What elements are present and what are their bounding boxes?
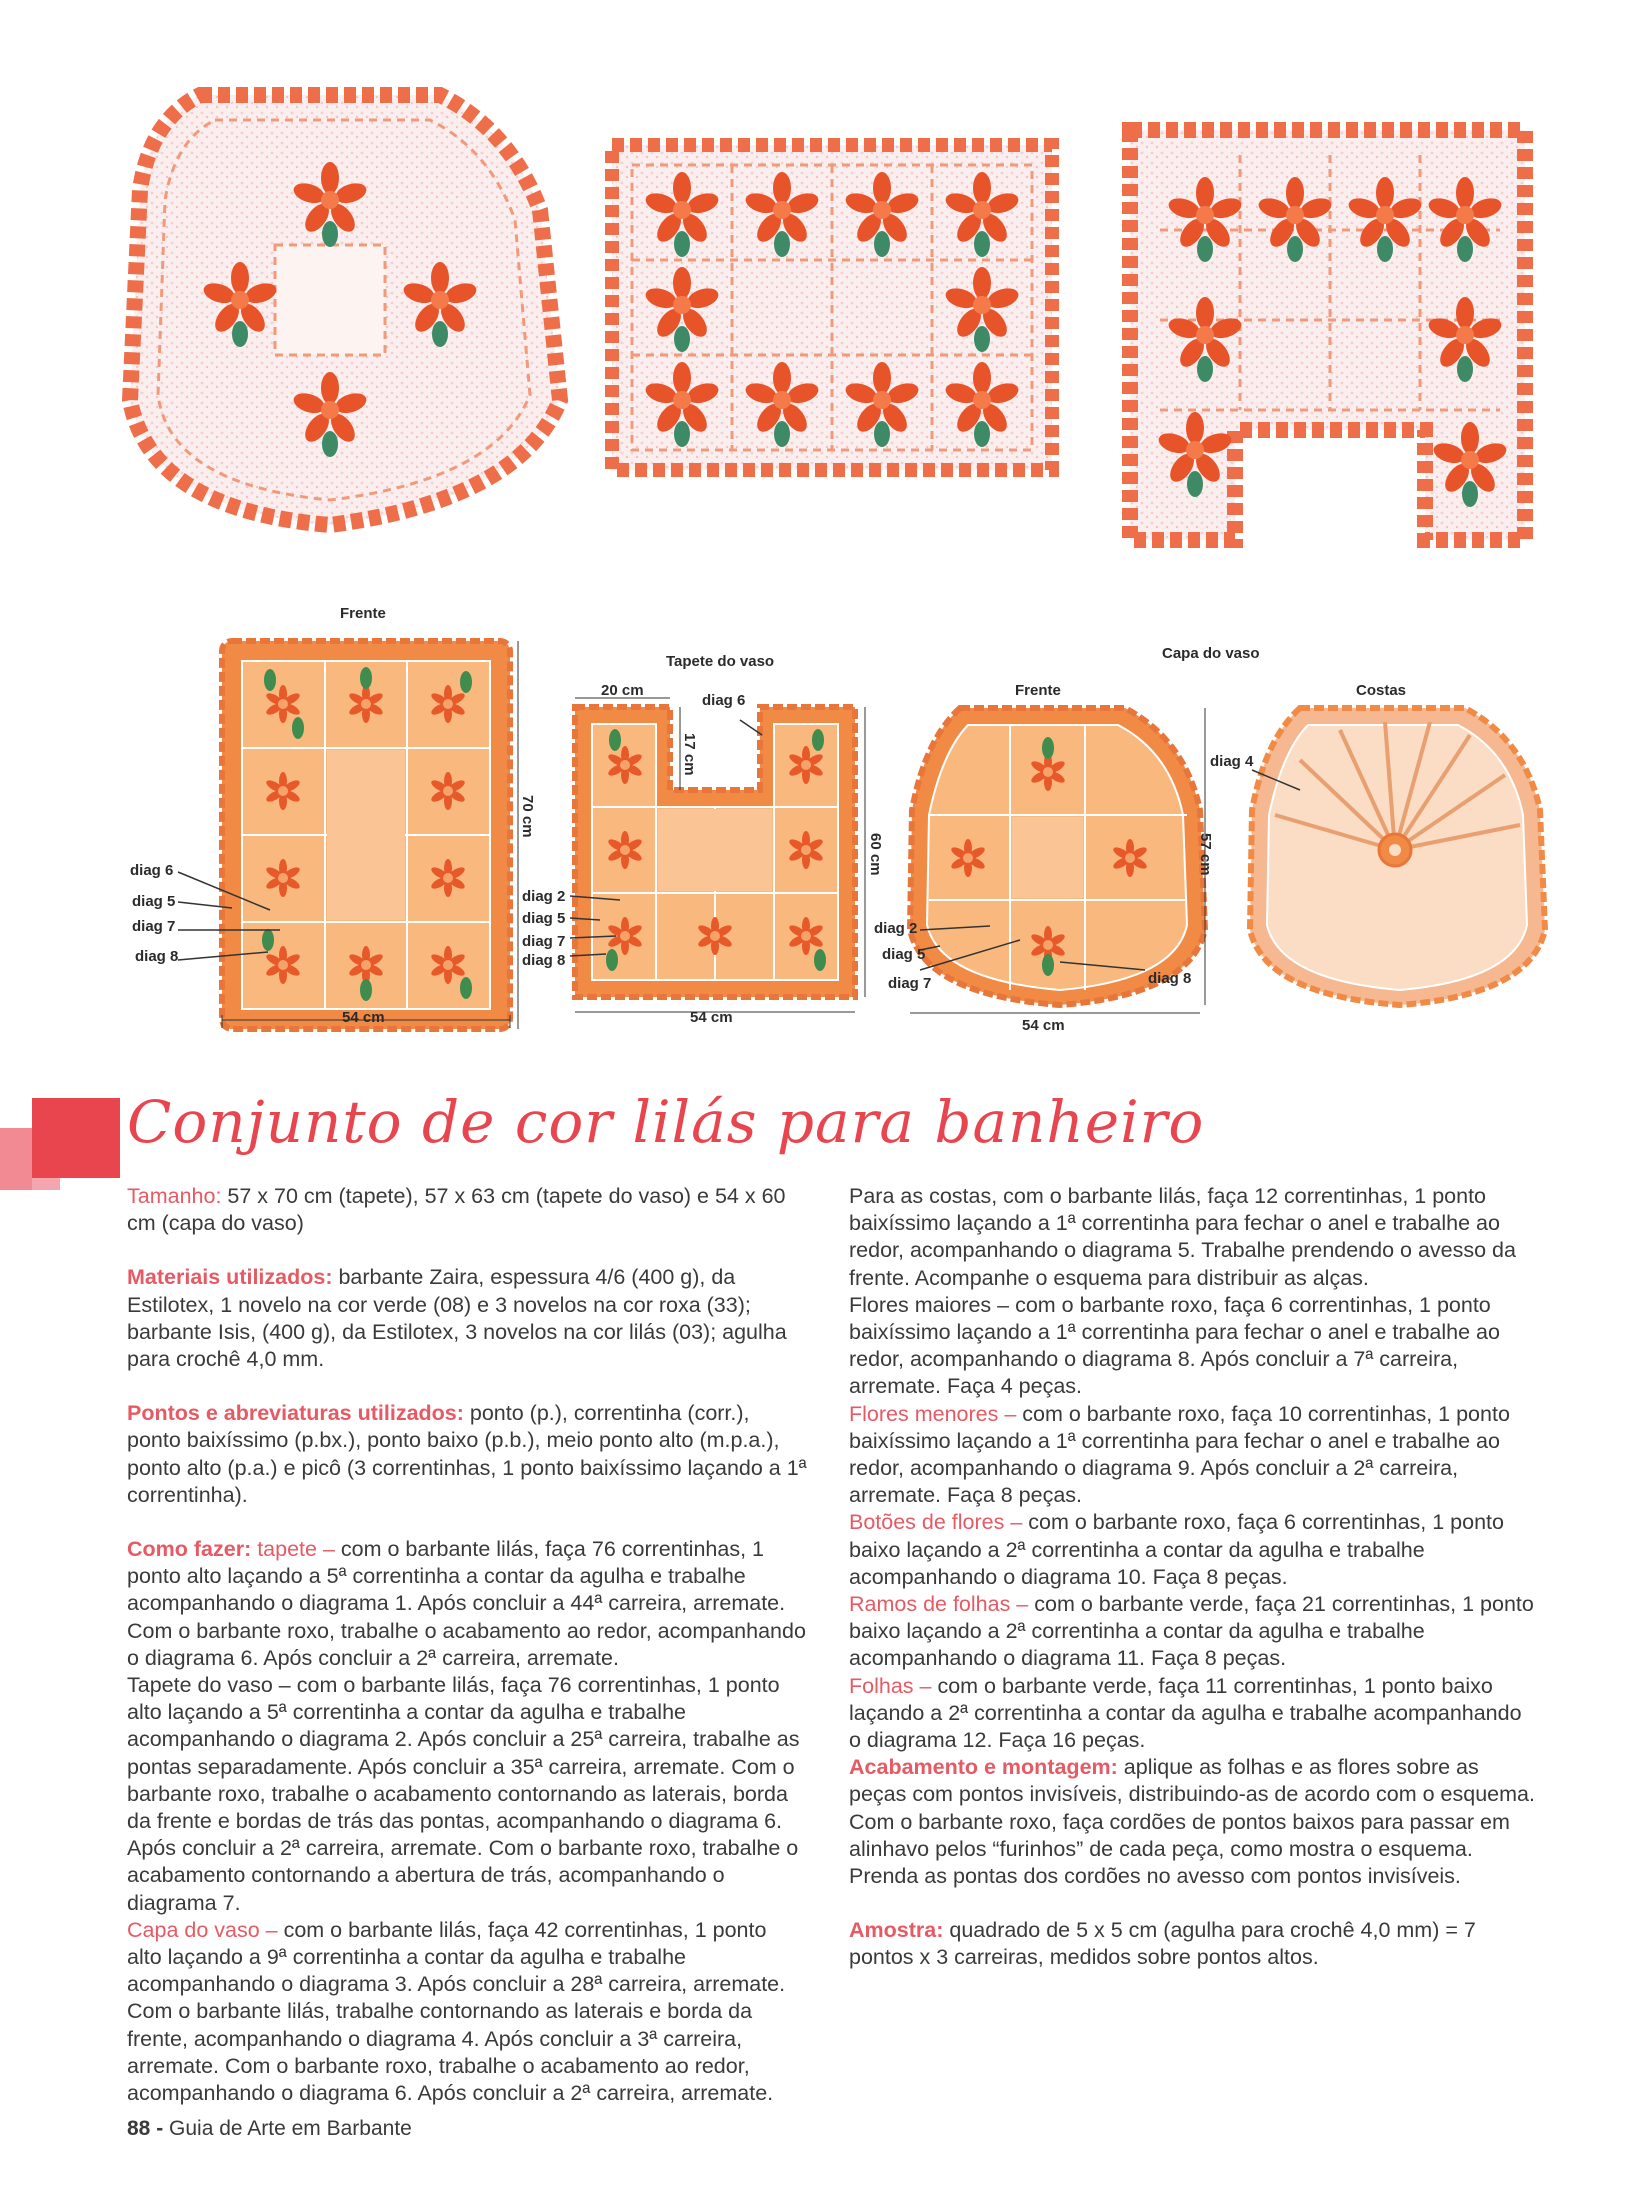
materials-text: barbante Zaira, espessura 4/6 (400 g), da Estilotex, 1 novelo na cor verde (08) e 3 novelos na cor roxa (33); barbante Isis, (400 g), da Estilotex, 3 novelos na cor lilás (03); agulha para crochê 4,0 mm. <box>127 1265 787 1372</box>
lid-front-diagram <box>910 708 1205 1013</box>
how-to-paragraph <box>127 1536 807 1672</box>
big-flowers-paragraph <box>849 1292 1539 1401</box>
size-label: Tamanho: <box>127 1184 222 1208</box>
toilet-rug-height: 60 cm <box>867 833 884 876</box>
leaf-branches-text: com o barbante verde, faça 21 correntinhas, 1 ponto baixo laçando a 2ª correntinha a contar da agulha e trabalhe acompanhando o diagrama 11. Faça 8 peças. <box>849 1592 1534 1671</box>
flower-buds-paragraph <box>849 1509 1539 1591</box>
toilet-rug-diag5-label: diag 5 <box>522 910 566 927</box>
lid-back-label: Costas <box>1356 682 1407 699</box>
materials-label: Materiais utilizados: <box>127 1265 333 1290</box>
flower-buds-text: com o barbante roxo, faça 6 correntinhas, 1 ponto baixo laçando a 2ª correntinha a contar da agulha e trabalhe acompanhando o diagrama 10. Faça 8 peças. <box>849 1510 1504 1589</box>
materials-paragraph <box>127 1264 807 1373</box>
lid-text: com o barbante lilás, faça 42 correntinhas, 1 ponto alto laçando a 9ª correntinha a contar da agulha e trabalhe acompanhando o diagrama 3. Após concluir a 28ª carreira, arremate. Com o barbante lilás, trabalhe contornando as laterais e borda da frente, acompanhando o diagrama 4. Após concluir a 3ª carreira, arremate. Com o barbante roxo, trabalhe o acabamento ao redor, acompanhando o diagrama 6. Após concluir a 2ª carreira, arremate. <box>127 1917 786 2106</box>
section-marker <box>0 1098 120 1190</box>
finishing-label: Acabamento e montagem: <box>849 1755 1118 1780</box>
toilet-rug-cut-width: 20 cm <box>601 682 644 699</box>
toilet-rug-title: Tapete do vaso <box>666 653 775 670</box>
stitches-label: Pontos e abreviaturas utilizados: <box>127 1401 464 1426</box>
lid-label: Capa do vaso – <box>127 1917 278 1942</box>
right-column <box>849 1183 1539 1972</box>
small-flowers-text: com o barbante roxo, faça 10 correntinhas, 1 ponto baixíssimo laçando a 1ª correntinha para fechar o anel e trabalhe ao redor, acompanhando o diagrama 9. Após concluir a 2ª carreira, arremate. Faça 8 peças. <box>849 1401 1510 1508</box>
toilet-rug-diag8-label: diag 8 <box>522 952 566 969</box>
sample-paragraph <box>849 1917 1539 1971</box>
lid-diag5-label: diag 5 <box>882 946 926 963</box>
leaves-label: Folhas – <box>849 1673 932 1698</box>
sample-text: quadrado de 5 x 5 cm (agulha para crochê 4,0 mm) = 7 pontos x 3 carreiras, medidos sobre pontos altos. <box>849 1918 1476 1970</box>
how-to-label: Como fazer: <box>127 1537 252 1562</box>
big-flowers-text: Flores maiores – com o barbante roxo, faça 6 correntinhas, 1 ponto baixíssimo laçando a 1ª correntinha para fechar o anel e trabalhe ao redor, acompanhando o diagrama 8. Após concluir a 7ª carreira, arremate. Faça 4 peças. <box>849 1292 1500 1399</box>
rug-height: 70 cm <box>519 795 536 838</box>
lid-title: Capa do vaso <box>1162 645 1260 662</box>
rug-diag6-label: diag 6 <box>130 862 174 879</box>
toilet-rug-photo <box>1130 130 1525 540</box>
diagrams <box>0 600 1644 1060</box>
publication-name: Guia de Arte em Barbante <box>169 2117 412 2140</box>
rug-diag8-label: diag 8 <box>135 948 179 965</box>
lid-diag4-label: diag 4 <box>1210 753 1254 770</box>
lid-width: 54 cm <box>1022 1017 1065 1034</box>
rug-title: Frente <box>340 605 386 622</box>
page-number: 88 <box>127 2117 151 2140</box>
page-footer <box>127 2117 412 2141</box>
toilet-rug-width: 54 cm <box>690 1009 733 1026</box>
finishing-paragraph <box>849 1754 1539 1890</box>
small-flowers-label: Flores menores – <box>849 1401 1017 1426</box>
leaves-paragraph <box>849 1673 1539 1755</box>
leaf-branches-label: Ramos de folhas – <box>849 1592 1029 1617</box>
lid-diag7-label: diag 7 <box>888 975 932 992</box>
stitches-paragraph <box>127 1400 807 1509</box>
small-flowers-paragraph <box>849 1401 1539 1510</box>
finishing-text: aplique as folhas e as flores sobre as peças com pontos invisíveis, distribuindo-as de acordo com o esquema. Com o barbante roxo, faça cordões de pontos baixos para passar em alinhavo pelos “furinhos” de cada peça, como mostra o esquema. Prenda as pontas dos cordões no avesso com pontos invisíveis. <box>849 1755 1535 1889</box>
product-photos <box>0 0 1644 600</box>
lid-paragraph <box>127 1917 807 2107</box>
footer-separator: - <box>150 2117 170 2140</box>
lid-paragraph-continued <box>849 1183 1539 1292</box>
toilet-rug-diag7-label: diag 7 <box>522 933 566 950</box>
stitches-text: ponto (p.), correntinha (corr.), ponto baixíssimo (p.bx.), ponto baixo (p.b.), meio ponto alto (m.p.a.), ponto alto (p.a.) e picô (3 correntinhas, 1 ponto baixíssimo laçando a 1ª correntinha). <box>127 1401 807 1507</box>
lid-diag2-label: diag 2 <box>874 920 918 937</box>
rug-photo <box>612 145 1052 470</box>
left-column <box>127 1183 807 2107</box>
leaf-branches-paragraph <box>849 1591 1539 1673</box>
rug-text: com o barbante lilás, faça 76 correntinhas, 1 ponto alto laçando a 5ª correntinha a contar da agulha e trabalhe acompanhando o diagrama 1. Após concluir a 44ª carreira, arremate. Com o barbante roxo, trabalhe o acabamento ao redor, acompanhando o diagrama 6. Após concluir a 2ª carreira, arremate. <box>127 1537 806 1670</box>
rug-label: tapete – <box>251 1537 335 1562</box>
toilet-rug-diagram <box>570 698 865 1012</box>
lid-back-diagram <box>1250 708 1545 1005</box>
lid-text-continued: Para as costas, com o barbante lilás, faça 12 correntinhas, 1 ponto baixíssimo laçando a 1ª correntinha para fechar o anel e trabalhe ao redor, acompanhando o diagrama 5. Trabalhe prendendo o avesso da frente. Acompanhe o esquema para distribuir as alças. <box>849 1184 1516 1290</box>
toilet-rug-paragraph: Tapete do vaso – com o barbante lilás, faça 76 correntinhas, 1 ponto alto laçando a 5ª correntinha a contar da agulha e trabalhe acompanhando o diagrama 2. Após concluir a 25ª carreira, trabalhe as pontas separadamente. Após concluir a 35ª carreira, arremate. Com o barbante roxo, trabalhe o acabamento contornando as laterais, borda da frente e bordas de trás das pontas, acompanhando o diagrama 6. Após concluir a 2ª carreira, arremate. Com o barbante roxo, trabalhe o acabamento contornando a abertura de trás, acompanhando o diagrama 7. <box>127 1673 800 1915</box>
size-text: 57 x 70 cm (tapete), 57 x 63 cm (tapete do vaso) e 54 x 60 cm (capa do vaso) <box>127 1184 786 1236</box>
toilet-rug-diag6-label: diag 6 <box>702 692 746 709</box>
rug-diag5-label: diag 5 <box>132 893 176 910</box>
size-paragraph <box>127 1183 807 1237</box>
lid-photo <box>130 95 560 525</box>
leaves-text: com o barbante verde, faça 11 correntinhas, 1 ponto baixo laçando a 2ª correntinha a contar da agulha e trabalhe acompanhando o diagrama 12. Faça 16 peças. <box>849 1673 1522 1753</box>
rug-diag7-label: diag 7 <box>132 918 176 935</box>
rug-diagram <box>178 641 518 1029</box>
lid-diag8-label: diag 8 <box>1148 970 1192 987</box>
toilet-rug-cut-height: 17 cm <box>681 733 698 776</box>
rug-width: 54 cm <box>342 1009 385 1026</box>
flower-buds-label: Botões de flores – <box>849 1510 1023 1535</box>
article-title: Conjunto de cor lilás para banheiro <box>127 1088 1205 1156</box>
toilet-rug-diag2-label: diag 2 <box>522 888 566 905</box>
lid-height: 57 cm <box>1197 833 1214 876</box>
sample-label: Amostra: <box>849 1918 944 1943</box>
lid-front-label: Frente <box>1015 682 1061 699</box>
